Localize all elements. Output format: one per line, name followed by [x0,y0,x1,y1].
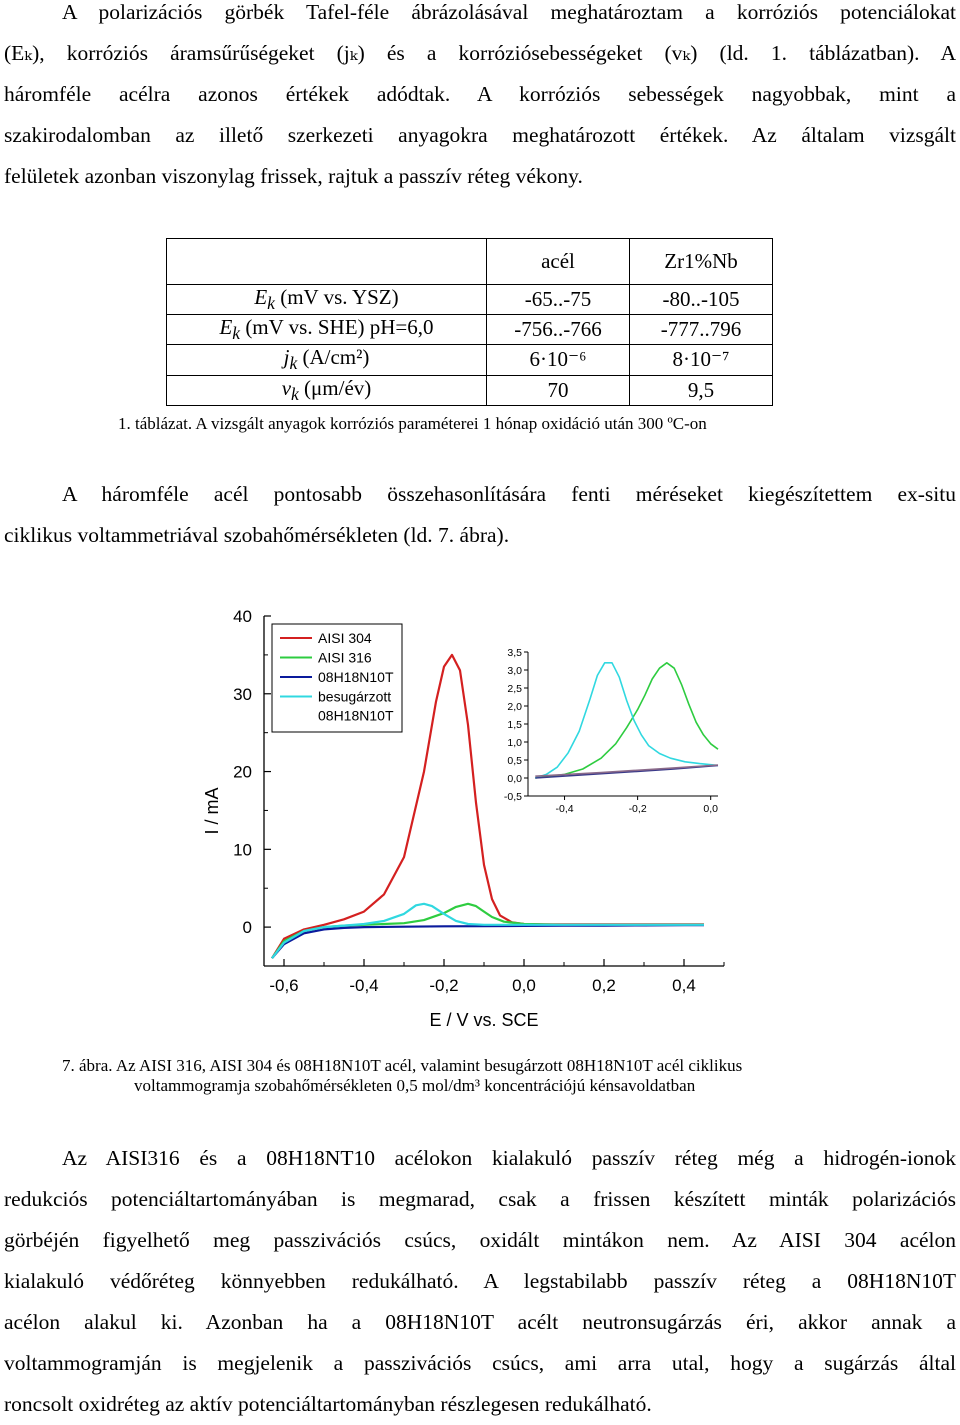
figure-caption-line: voltammogramja szobahőmérsékleten 0,5 mol/dm³ koncentrációjú kénsavoldatban [134,1076,696,1095]
text-line: görbéjén figyelhető meg passzivációs csúcs, oxidált mintákon nem. Az AISI 304 acélon [4,1228,956,1252]
text-line: roncsolt oxidréteg az aktív potenciáltartományban részlegesen redukálható. [4,1392,652,1416]
inset-y-tick-label: -0,5 [503,791,522,803]
table-cell: 9,5 [630,375,773,405]
y-axis-label: I / mA [202,787,222,835]
figure-caption [62,1056,902,1096]
paragraph-comparison [4,474,956,556]
chart-legend [272,624,402,732]
table-cell: -65..-75 [487,285,630,315]
inset-series-line-2 [535,663,718,778]
table-row [167,285,773,315]
y-tick-label: 0 [242,918,252,938]
table-cell: 70 [487,375,630,405]
legend-label: AISI 304 [318,630,372,646]
text-line: Az AISI316 és a 08H18NT10 acélokon kialakuló passzív réteg még a hidrogén-ionok [62,1146,956,1170]
legend-label: 08H18N10T [318,707,394,724]
voltammogram-chart [0,590,960,1040]
legend-label: besugárzott [318,688,392,705]
x-tick-label: -0,2 [429,976,459,995]
series-line-4 [272,904,704,958]
x-tick-label: -0,4 [349,976,379,995]
text-line: szakirodalomban az illető szerkezeti anyagokra meghatározott értékek. Az általam vizsgált [4,123,956,147]
table-header-cell: Zr1%Nb [630,239,773,285]
table-row-label: $v_k$ (μm/év) [167,375,487,405]
text-line: háromféle acélra azonos értékek adódtak. A korróziós sebességek nagyobbak, mint a [4,82,956,106]
y-tick-label: 30 [233,684,252,704]
text-line: (Eₖ), korróziós áramsűrűségeket (jₖ) és a korróziósebességeket (vₖ) (ld. 1. táblázatban). A [4,41,956,65]
text-line: redukciós potenciáltartományában is megmarad, csak a frissen készített minták polarizációs [4,1187,956,1211]
inset-x-tick-label: -0,4 [555,803,574,815]
table-header-cell [167,239,487,285]
table-cell: -80..-105 [630,285,773,315]
text-line: A polarizációs görbék Tafel-féle ábrázolásával meghatároztam a korróziós potenciálokat [62,0,956,24]
table-row [167,345,773,375]
series-line-3 [272,925,704,958]
series-line-2 [272,904,704,958]
text-line: felületek azonban viszonylag frissek, rajtuk a passzív réteg vékony. [4,164,583,188]
inset-series-line-4 [535,765,718,776]
y-tick-label: 40 [233,607,252,626]
table-cell: 6·10⁻⁶ [487,345,630,375]
inset-y-tick-label: 0,5 [507,755,522,767]
table-header-cell: acél [487,239,630,285]
figure-caption-line: 7. ábra. Az AISI 316, AISI 304 és 08H18N10T acél, valamint besugárzott 08H18N10T acél ciklikus [62,1056,743,1075]
x-tick-label: -0,6 [269,976,299,995]
x-tick-label: 0,0 [512,976,536,995]
table-row-label: $E_k$ (mV vs. YSZ) [167,285,487,315]
text-line: acélon alakul ki. Azonban ha a 08H18N10T acélt neutronsugárzás éri, akkor annak a [4,1310,956,1334]
table-row-label: $E_k$ (mV vs. SHE) pH=6,0 [167,315,487,345]
inset-chart [504,647,718,815]
inset-y-tick-label: 3,5 [507,647,522,659]
paragraph-intro [4,0,956,197]
table-row [167,315,773,345]
x-tick-label: 0,4 [672,976,696,995]
x-axis-label: E / V vs. SCE [429,1010,539,1030]
inset-y-tick-label: 0,0 [507,773,522,785]
x-tick-label: 0,2 [592,976,616,995]
inset-x-tick-label: 0,0 [703,803,718,815]
y-tick-label: 10 [233,840,252,860]
text-line: A háromféle acél pontosabb összehasonlítására fenti méréseket kiegészítettem ex-situ [62,482,956,506]
inset-x-tick-label: -0,2 [628,803,647,815]
text-line: kialakuló védőréteg könnyebben redukálható. A legstabilabb passzív réteg a 08H18N10T [4,1269,956,1293]
text-line: ciklikus voltammetriával szobahőmérsékleten (ld. 7. ábra). [4,523,510,547]
legend-label: 08H18N10T [318,669,394,685]
inset-y-tick-label: 2,0 [507,701,522,713]
table-cell: -756..-766 [487,315,630,345]
legend-label: AISI 316 [318,649,372,666]
inset-y-tick-label: 1,0 [507,737,522,749]
corrosion-parameters-table [166,238,773,406]
inset-y-tick-label: 3,0 [507,665,522,677]
table-row [167,375,773,405]
inset-y-tick-label: 2,5 [507,683,522,695]
table-row-label: $j_k$ (A/cm²) [167,345,487,375]
paragraph-conclusion [4,1138,956,1425]
table-cell: 8·10⁻⁷ [630,345,773,375]
table-header-row [167,239,773,285]
inset-y-tick-label: 1,5 [507,719,522,731]
table-caption: 1. táblázat. A vizsgált anyagok korróziós paraméterei 1 hónap oxidáció után 300 ºC-on [118,414,707,433]
table-cell: -777..796 [630,315,773,345]
text-line: voltammogramján is megjelenik a passzivációs csúcs, ami arra utal, hogy a sugárzás által [4,1351,956,1375]
y-tick-label: 20 [233,762,252,782]
